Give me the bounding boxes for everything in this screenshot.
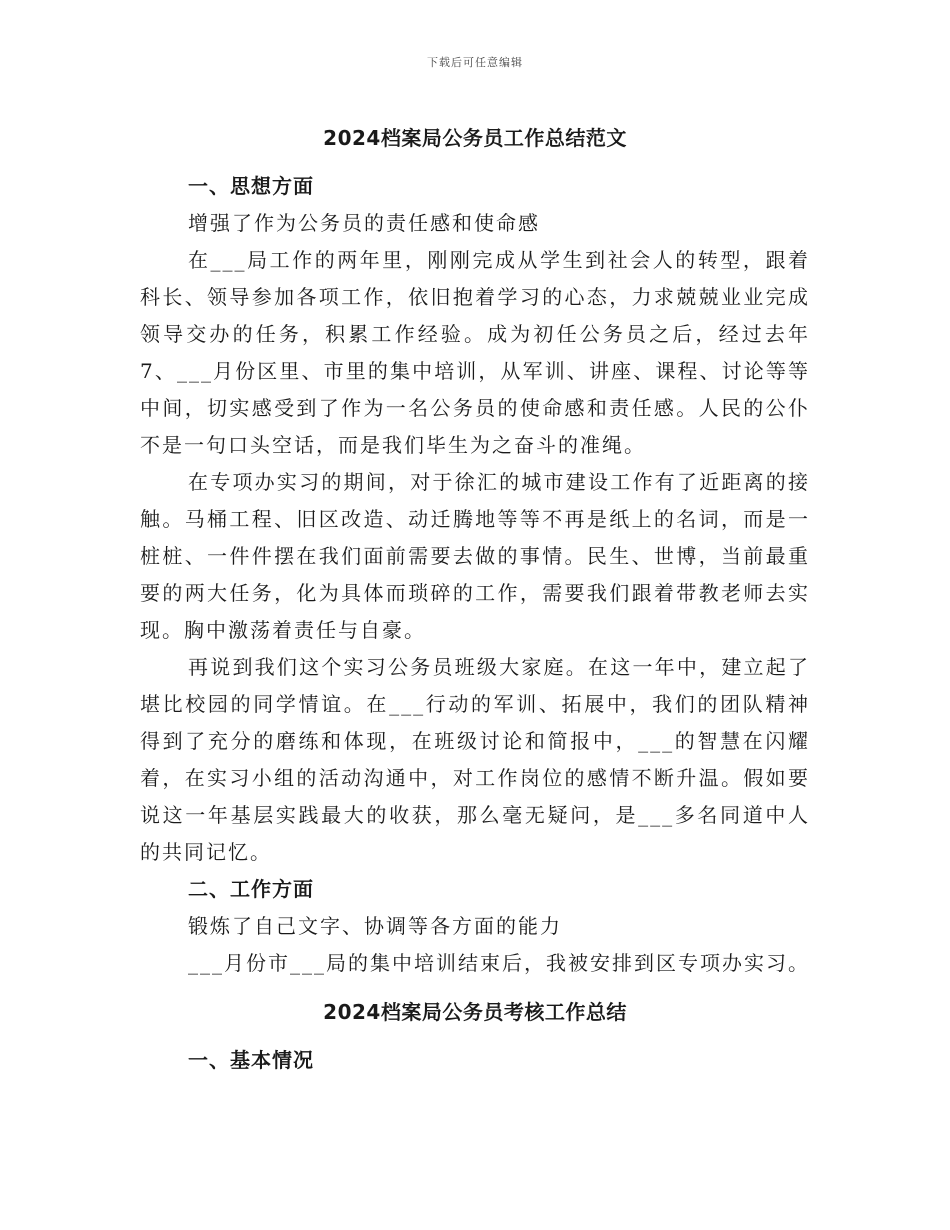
paragraph: 在专项办实习的期间，对于徐汇的城市建设工作有了近距离的接触。马桶工程、旧区改造、动迁腾地等等不再是纸上的名词，而是一桩桩、一件件摆在我们面前需要去做的事情。民生、世博，当前最重要的两大任务，化为具体而琐碎的工作，需要我们跟着带教老师去实现。胸中激荡着责任与自豪。 — [140, 470, 810, 642]
paragraph: ___月份市___局的集中培训结束后，我被安排到区专项办实习。 — [188, 951, 810, 975]
paragraph: 再说到我们这个实习公务员班级大家庭。在这一年中，建立起了堪比校园的同学情谊。在___行动的军训、拓展中，我们的团队精神得到了充分的磨练和体现，在班级讨论和简报中，___的智慧在闪耀着，在实习小组的活动沟通中，对工作岗位的感情不断升温。假如要说这一年基层实践最大的收获，那么毫无疑问，是___多名同道中人的共同记忆。 — [140, 655, 810, 864]
header-note: 下载后可任意编辑 — [427, 56, 523, 69]
paragraph: 在___局工作的两年里，刚刚完成从学生到社会人的转型，跟着科长、领导参加各项工作，依旧抱着学习的心态，力求兢兢业业完成领导交办的任务，积累工作经验。成为初任公务员之后，经过去年7、___月份区里、市里的集中培训，从军训、讲座、课程、讨论等等中间，切实感受到了作为一名公务员的使命感和责任感。人民的公仆不是一句口头空话，而是我们毕生为之奋斗的准绳。 — [140, 248, 810, 457]
section-heading-thought: 一、思想方面 — [188, 174, 314, 198]
second-document-title: 2024档案局公务员考核工作总结 — [323, 1000, 627, 1024]
section-subheading-work: 锻炼了自己文字、协调等各方面的能力 — [188, 914, 562, 938]
document-title: 2024档案局公务员工作总结范文 — [323, 126, 627, 150]
document-body — [140, 122, 810, 1079]
section-heading-basic: 一、基本情况 — [188, 1048, 314, 1072]
section-subheading-thought: 增强了作为公务员的责任感和使命感 — [188, 211, 540, 235]
section-heading-work: 二、工作方面 — [188, 877, 314, 901]
